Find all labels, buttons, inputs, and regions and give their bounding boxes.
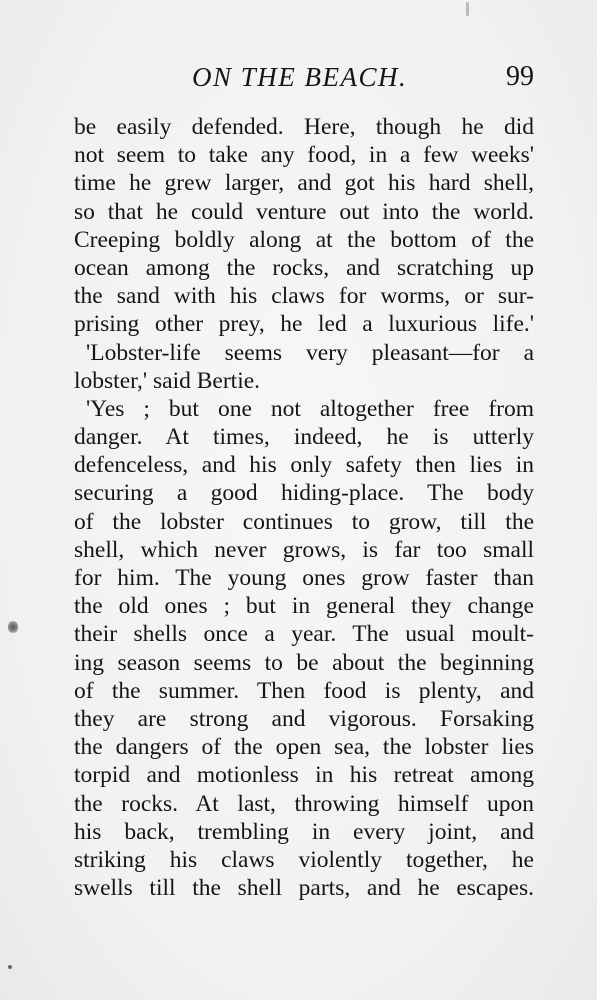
text-line: 'Yes ; but one not altogether free from — [86, 395, 534, 422]
text-line: time he grew larger, and got his hard shell, — [74, 170, 534, 197]
text-line: they are strong and vigorous. Forsaking — [74, 705, 534, 732]
text-line: swells till the shell parts, and he escapes. — [74, 875, 534, 902]
text-line: 'Lobster-life seems very pleasant—for a — [86, 339, 534, 366]
text-line: lobster,' said Bertie. — [74, 367, 261, 394]
text-line: shell, which never grows, is far too small — [74, 536, 534, 563]
text-line: not seem to take any food, in a few weeks' — [74, 142, 534, 169]
text-line: prising other prey, he led a luxurious life.' — [74, 311, 534, 338]
page-number: 99 — [506, 61, 534, 92]
ink-speck — [8, 965, 12, 969]
text-line: securing a good hiding-place. The body — [74, 480, 534, 507]
text-line: danger. At times, indeed, he is utterly — [74, 424, 534, 451]
text-line: the rocks. At last, throwing himself upon — [74, 790, 534, 817]
text-line: so that he could venture out into the world. — [74, 198, 534, 225]
text-line: defenceless, and his only safety then lies in — [74, 452, 534, 479]
text-line: of the summer. Then food is plenty, and — [74, 677, 534, 704]
text-line: for him. The young ones grow faster than — [74, 565, 534, 591]
text-line: of the lobster continues to grow, till the — [74, 508, 534, 535]
ink-speck — [466, 2, 469, 16]
text-line: ocean among the rocks, and scratching up — [74, 254, 534, 281]
page-header — [74, 60, 534, 94]
text-line: be easily defended. Here, though he did — [74, 114, 534, 140]
text-line: his back, trembling in every joint, and — [74, 818, 534, 845]
body-text — [74, 113, 534, 902]
text-line: Creeping boldly along at the bottom of the — [74, 226, 534, 253]
running-head: ON THE BEACH. — [192, 62, 408, 92]
text-line: striking his claws violently together, he — [74, 846, 534, 873]
text-line: their shells once a year. The usual moult- — [74, 621, 534, 648]
ink-speck — [8, 620, 18, 634]
text-line: torpid and motionless in his retreat among — [74, 762, 534, 789]
text-line: the dangers of the open sea, the lobster lies — [74, 734, 534, 761]
text-line: ing season seems to be about the beginning — [74, 649, 534, 676]
text-line: the old ones ; but in general they change — [74, 593, 534, 620]
text-line: the sand with his claws for worms, or sur- — [74, 283, 534, 310]
